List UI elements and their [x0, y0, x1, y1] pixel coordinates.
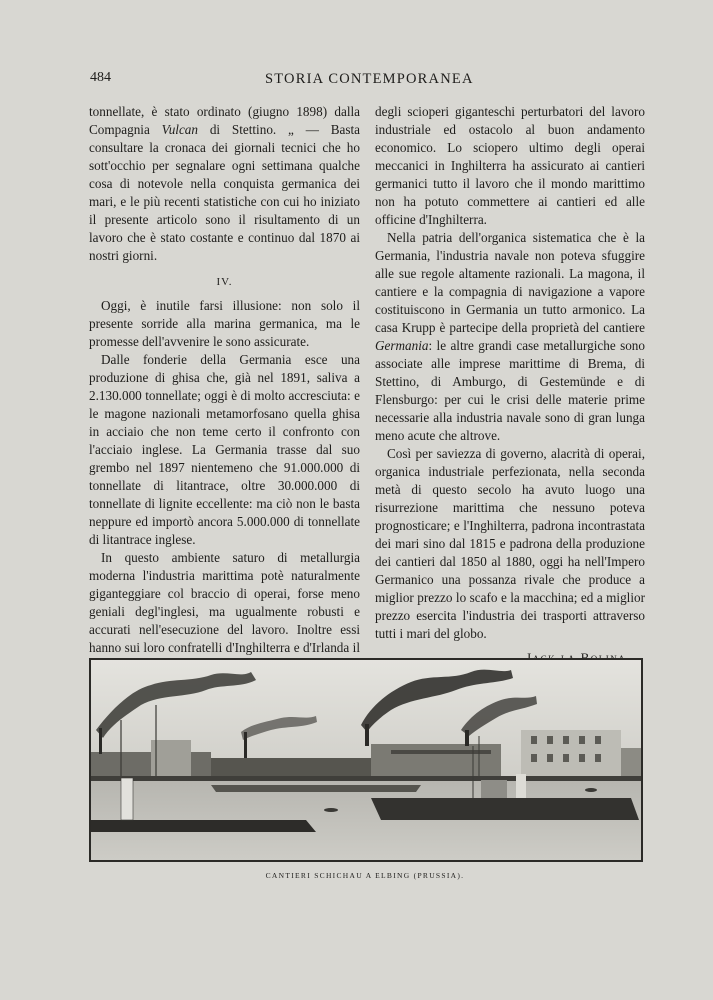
paragraph: Oggi, è inutile farsi illusione: non solo il presente sorride alla marina germanica, ma le promesse dell'avvenire le sono assicurate. — [89, 298, 360, 349]
left-column — [89, 103, 360, 693]
right-column — [375, 103, 645, 667]
paragraph — [89, 103, 360, 265]
running-title: STORIA CONTEMPORANEA — [265, 71, 474, 87]
paragraph: Dalle fonderie della Germania esce una produzione di ghisa che, già nel 1891, saliva a 2.130.000 tonnellate; oggi è di molto accresciuta: e le magone nazionali metamorfosano quella ghisa in acciaio che non teme certo il confronto con l'acciaio inglese. La Germania trasse dal suo grembo nel 1897 nientemeno che 91.000.000 di tonnellate di litantrace, oltre 30.000.000 di tonnellate di lignite eccellente: ma ciò non le basta neppure ed importò ancora 5.000.000 di tonnellate di litantrace inglese. — [89, 352, 360, 547]
shipyard-illustration — [91, 660, 641, 860]
section-number: IV. — [216, 276, 233, 288]
shipyard-name-germania: Germania — [375, 338, 429, 353]
paragraph-text: : le altre grandi case metallurgiche sono associate alle imprese marittime di Brema, di Stettino, di Amburgo, di Gestemünde e di Flensburgo: per cui le crisi delle materie prime necessarie alla industria navale sono di gran lunga meno acute che altrove. — [375, 338, 645, 443]
paragraph-text: Nella patria dell'organica sistematica che è la Germania, l'industria navale non poteva sfuggire alle sue regole altamente razionali. La magona, il cantiere e la compagnia di navigazione a vapore costituiscono in Germania un tutto armonico. La casa Krupp è partecipe della proprietà del cantiere — [375, 230, 645, 335]
paragraph-text: tonnellate, è stato ordinato (giugno 1898) dalla Compagnia — [89, 104, 360, 137]
ship-name-vulcan: Vulcan — [161, 122, 198, 137]
page-header — [90, 70, 640, 92]
paragraph: In questo ambiente saturo di metallurgia moderna l'industria marittima potè naturalmente giganteggiare col braccio di operai, forse meno geniali degl'inglesi, ma ugualmente robusti e accurati nell'esecuzione del lavoro. Inoltre essi hanno sui loro confratelli d'Inghilterra e d'Irlanda il — [89, 550, 360, 655]
figure-caption: CANTIERI SCHICHAU A ELBING (PRUSSIA). — [265, 871, 465, 880]
paragraph: degli scioperi giganteschi perturbatori del lavoro industriale ed ostacolo al buon andamento economico. Lo sciopero ultimo degli operai meccanici in Inghilterra ha assicurato ai cantieri germanici tutto il lavoro che il mondo marittimo non ha potuto commettere ai cantieri ed alle officine d'Inghilterra. — [375, 104, 645, 227]
paragraph — [375, 229, 645, 445]
page-number: 484 — [90, 70, 111, 85]
paragraph-text: di Stettino. „ — Basta consultare la cronaca dei giornali tecnici che ho sott'occhio per segnalare ogni settimana qualche cosa di notevole nella conquista germanica dei mari, e le più recenti statistiche con cui ho iniziato il presente articolo sono il risultamento di un lavoro che è stato costante e continuo dal 1870 ai nostri giorni. — [89, 122, 360, 263]
paragraph: Così per saviezza di governo, alacrità di operai, organica industriale perfezionata, nella seconda metà di questo secolo ha avuto luogo una risurrezione marittima che nessuno poteva prognosticare; e l'Inghilterra, padrona incontrastata dei mari sino dal 1815 e padrona della produzione dei cantieri dal 1850 al 1880, oggi ha nell'Impero Germanico una possanza rivale che produce a miglior prezzo lo scafo e la macchina; ed a miglior prezzo esercita l'industria dei trasporti attraverso tutti i mari del globo. — [375, 446, 645, 641]
shipyard-photograph — [89, 658, 643, 862]
